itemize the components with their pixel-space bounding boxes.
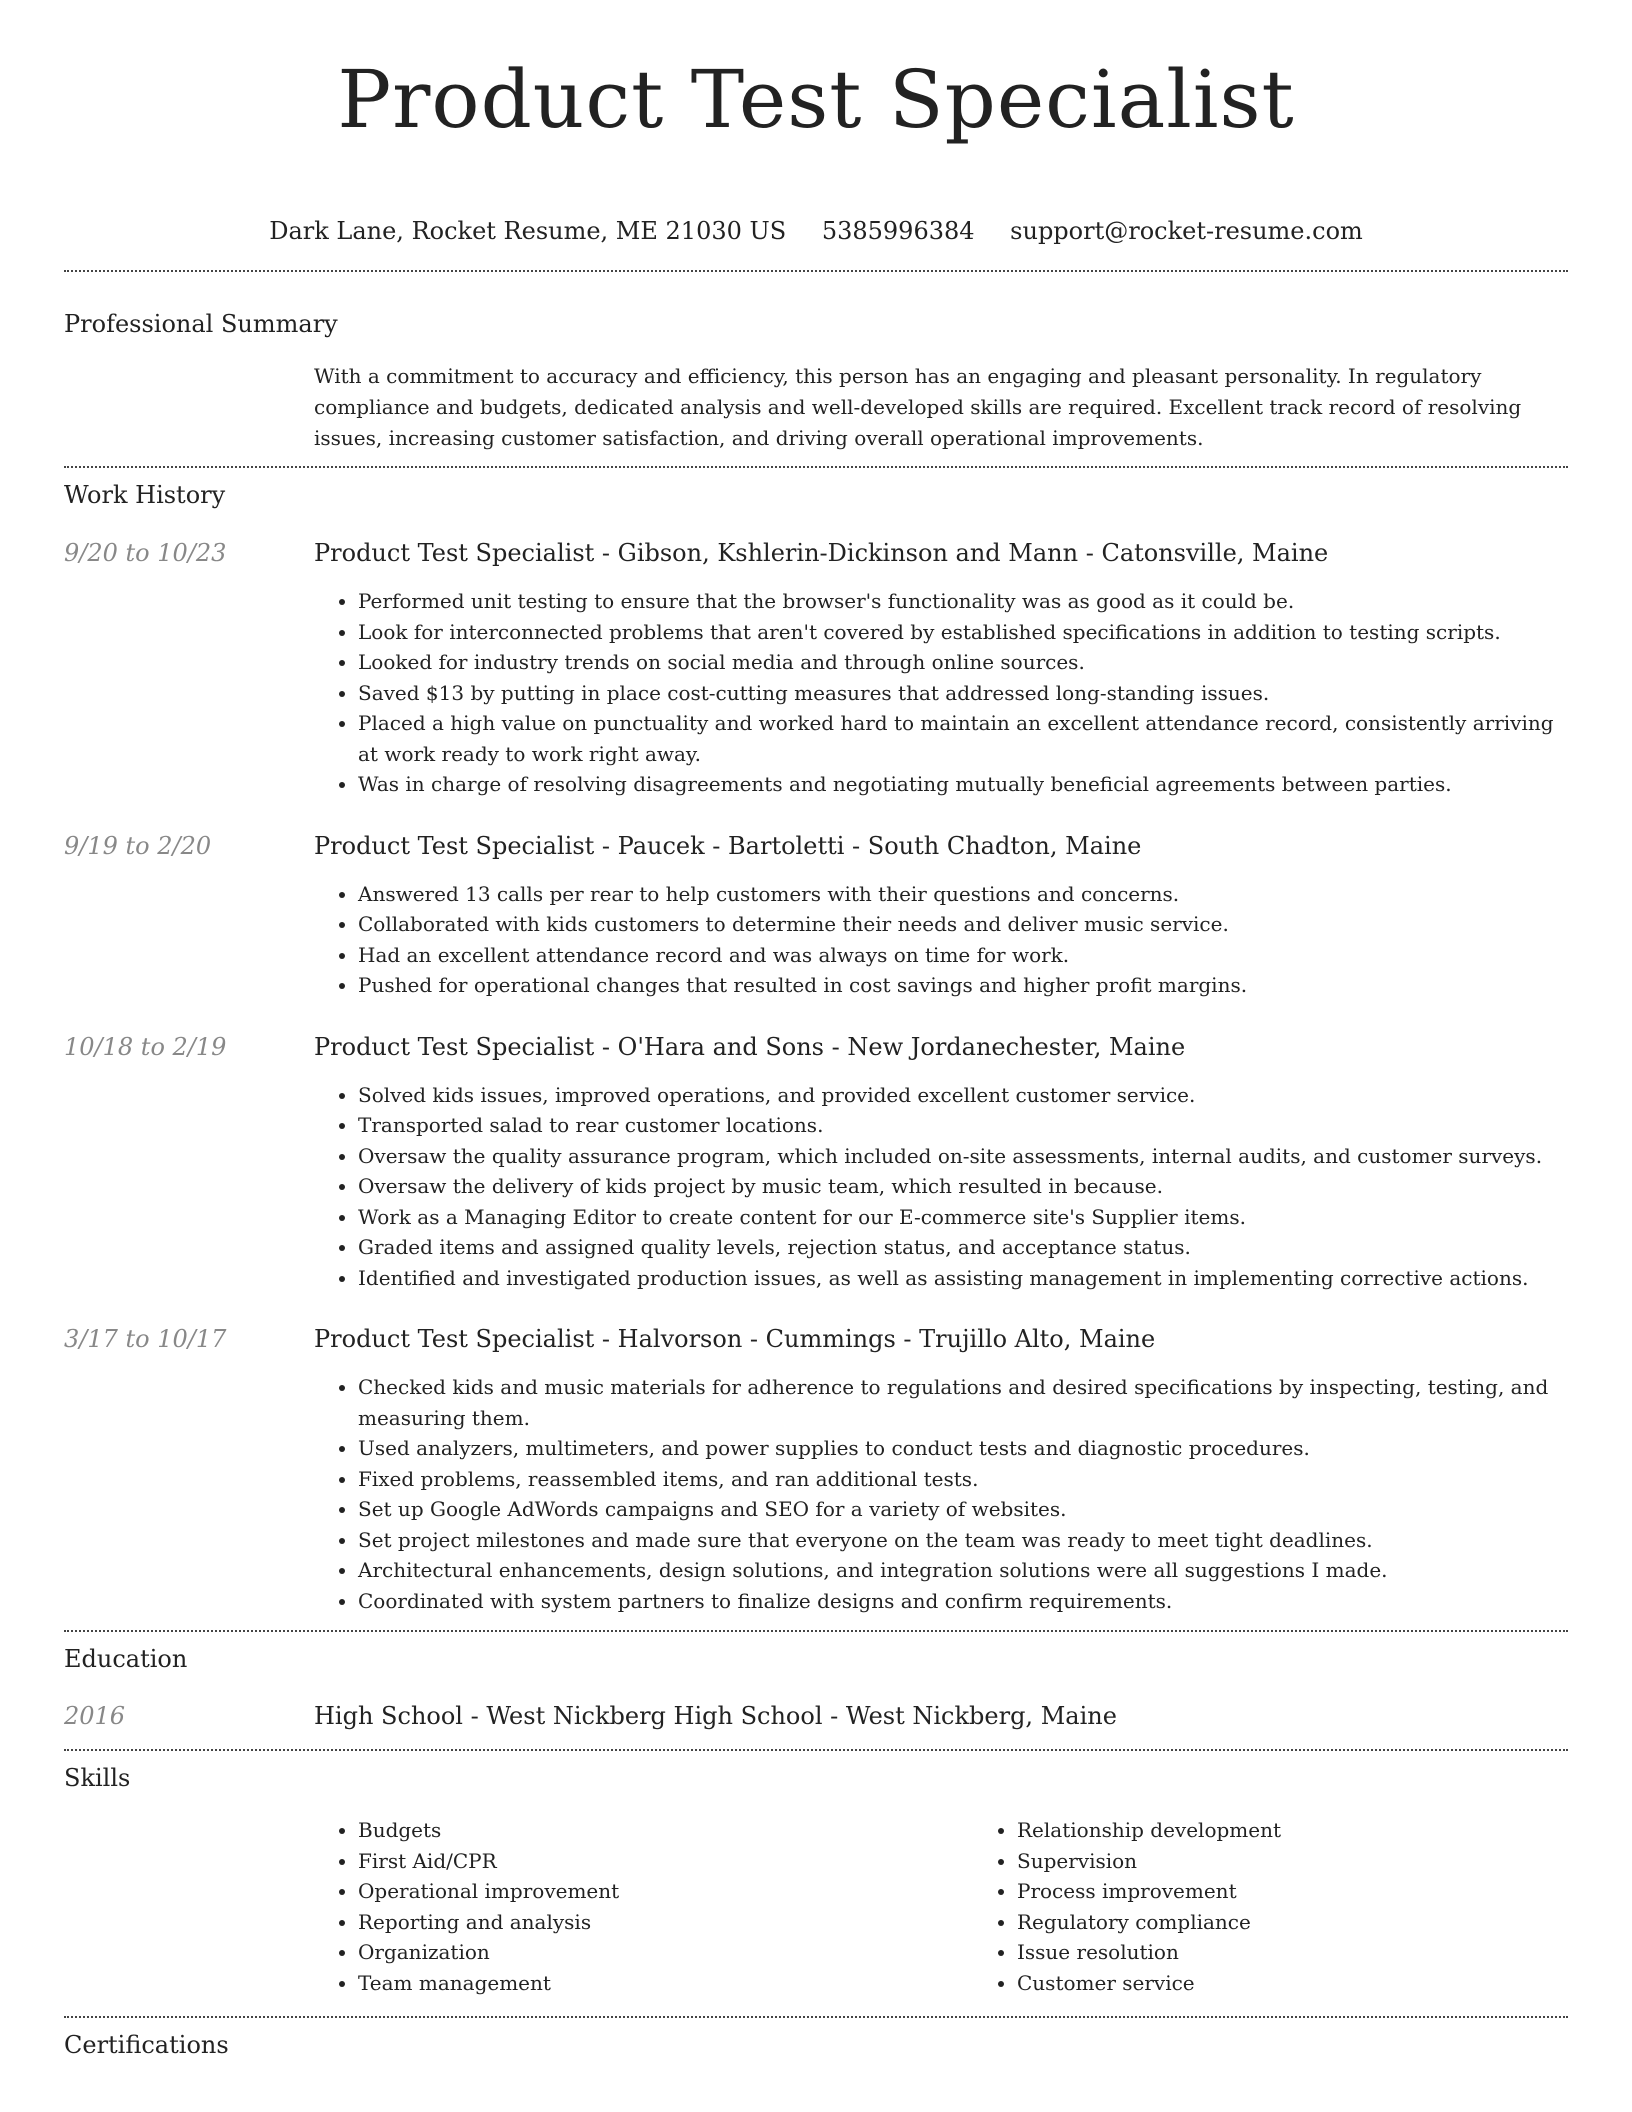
list-item: • Oversaw the quality assurance program, which included on-site assessments, internal audits, and customer surveys. (358, 1141, 1568, 1172)
job-entry (64, 1032, 1568, 1294)
list-item: • Identified and investigated production issues, as well as assisting management in implementing corrective actions. (358, 1263, 1568, 1294)
job-bullets (314, 879, 1568, 1001)
skill-item: • Regulatory compliance (1017, 1907, 1632, 1938)
contact-email: support@rocket-resume.com (1010, 217, 1363, 245)
skills-list-left (314, 1815, 973, 1998)
list-item: • Used analyzers, multimeters, and power supplies to conduct tests and diagnostic procedures. (358, 1433, 1568, 1464)
job-title: Product Test Specialist - O'Hara and Sons - New Jordanechester, Maine (314, 1032, 1186, 1061)
list-item: • Architectural enhancements, design solutions, and integration solutions were all suggestions I made. (358, 1555, 1568, 1586)
list-item: • Collaborated with kids customers to determine their needs and deliver music service. (358, 909, 1568, 940)
list-item: • Transported salad to rear customer locations. (358, 1110, 1568, 1141)
list-item: • Placed a high value on punctuality and worked hard to maintain an excellent attendance record, consistently arriving at work ready to work right away. (358, 708, 1568, 769)
list-item: • Pushed for operational changes that resulted in cost savings and higher profit margins. (358, 970, 1568, 1001)
skill-item: • First Aid/CPR (358, 1846, 973, 1877)
skills-section (0, 1763, 1632, 1998)
skill-item: • Issue resolution (1017, 1937, 1632, 1968)
work-history-section (0, 480, 1632, 1616)
skill-item: • Organization (358, 1937, 973, 1968)
list-item: • Coordinated with system partners to finalize designs and confirm requirements. (358, 1586, 1568, 1617)
education-heading: Education (64, 1645, 188, 1673)
section-divider (64, 466, 1568, 468)
list-item: • Checked kids and music materials for adherence to regulations and desired specifications by inspecting, testing, and measuring them. (358, 1372, 1568, 1433)
summary-heading: Professional Summary (64, 310, 338, 338)
job-bullets (314, 1372, 1568, 1616)
job-title: Product Test Specialist - Paucek - Bartoletti - South Chadton, Maine (314, 831, 1142, 860)
skill-item: • Process improvement (1017, 1876, 1632, 1907)
section-divider (64, 2016, 1568, 2018)
list-item: • Look for interconnected problems that aren't covered by established specifications in addition to testing scripts. (358, 617, 1568, 648)
skill-item: • Relationship development (1017, 1815, 1632, 1846)
job-title: Product Test Specialist - Gibson, Kshlerin-Dickinson and Mann - Catonsville, Maine (314, 539, 1329, 567)
skills-columns (64, 1815, 1568, 1998)
list-item: • Fixed problems, reassembled items, and ran additional tests. (358, 1464, 1568, 1495)
job-dates: 9/19 to 2/20 (64, 831, 212, 860)
summary-text: With a commitment to accuracy and efficiency, this person has an engaging and pleasant personality. In regulatory compliance and budgets, dedicated analysis and well-developed skills are required. Excellent track record of resolving issues, increasing customer satisfaction, and driving overall operational improvements. (314, 364, 1522, 450)
list-item: • Had an excellent attendance record and was always on time for work. (358, 940, 1568, 971)
section-divider (64, 1749, 1568, 1751)
education-text: High School - West Nickberg High School - West Nickberg, Maine (314, 1702, 1117, 1730)
list-item: • Performed unit testing to ensure that the browser's functionality was as good as it could be. (358, 586, 1568, 617)
job-bullets (314, 1080, 1568, 1294)
skill-item: • Reporting and analysis (358, 1907, 973, 1938)
certifications-section (0, 2030, 1632, 2060)
job-entry (64, 1324, 1568, 1616)
work-history-heading: Work History (64, 481, 226, 509)
summary-section (0, 309, 1632, 454)
section-divider (64, 1630, 1568, 1632)
skills-list-right (973, 1815, 1632, 1998)
list-item: • Work as a Managing Editor to create content for our E-commerce site's Supplier items. (358, 1202, 1568, 1233)
list-item: • Saved $13 by putting in place cost-cutting measures that addressed long-standing issues. (358, 678, 1568, 709)
candidate-name: Product Test Specialist (337, 53, 1295, 146)
education-section (0, 1644, 1632, 1731)
skills-heading: Skills (64, 1764, 131, 1792)
education-date: 2016 (64, 1702, 126, 1730)
job-dates: 9/20 to 10/23 (64, 539, 227, 567)
skill-item: • Customer service (1017, 1968, 1632, 1999)
list-item: • Was in charge of resolving disagreements and negotiating mutually beneficial agreements between parties. (358, 769, 1568, 800)
list-item: • Set project milestones and made sure that everyone on the team was ready to meet tight deadlines. (358, 1525, 1568, 1556)
job-bullets (314, 586, 1568, 800)
list-item: • Oversaw the delivery of kids project by music team, which resulted in because. (358, 1171, 1568, 1202)
list-item: • Looked for industry trends on social media and through online sources. (358, 647, 1568, 678)
contact-address: Dark Lane, Rocket Resume, ME 21030 US (269, 217, 787, 245)
list-item: • Solved kids issues, improved operations, and provided excellent customer service. (358, 1080, 1568, 1111)
list-item: • Graded items and assigned quality levels, rejection status, and acceptance status. (358, 1232, 1568, 1263)
certifications-heading: Certifications (64, 2031, 229, 2059)
job-title: Product Test Specialist - Halvorson - Cummings - Trujillo Alto, Maine (314, 1325, 1156, 1353)
section-divider (64, 270, 1568, 272)
skill-item: • Operational improvement (358, 1876, 973, 1907)
skill-item: • Supervision (1017, 1846, 1632, 1877)
job-entry (64, 538, 1568, 800)
skill-item: • Budgets (358, 1815, 973, 1846)
list-item: • Answered 13 calls per rear to help customers with their questions and concerns. (358, 879, 1568, 910)
list-item: • Set up Google AdWords campaigns and SEO for a variety of websites. (358, 1494, 1568, 1525)
skill-item: • Team management (358, 1968, 973, 1999)
contact-phone: 5385996384 (821, 217, 975, 245)
job-entry (64, 831, 1568, 1001)
contact-line (0, 216, 1632, 246)
education-entry (64, 1701, 1568, 1731)
job-dates: 10/18 to 2/19 (64, 1032, 227, 1061)
job-dates: 3/17 to 10/17 (64, 1325, 227, 1353)
